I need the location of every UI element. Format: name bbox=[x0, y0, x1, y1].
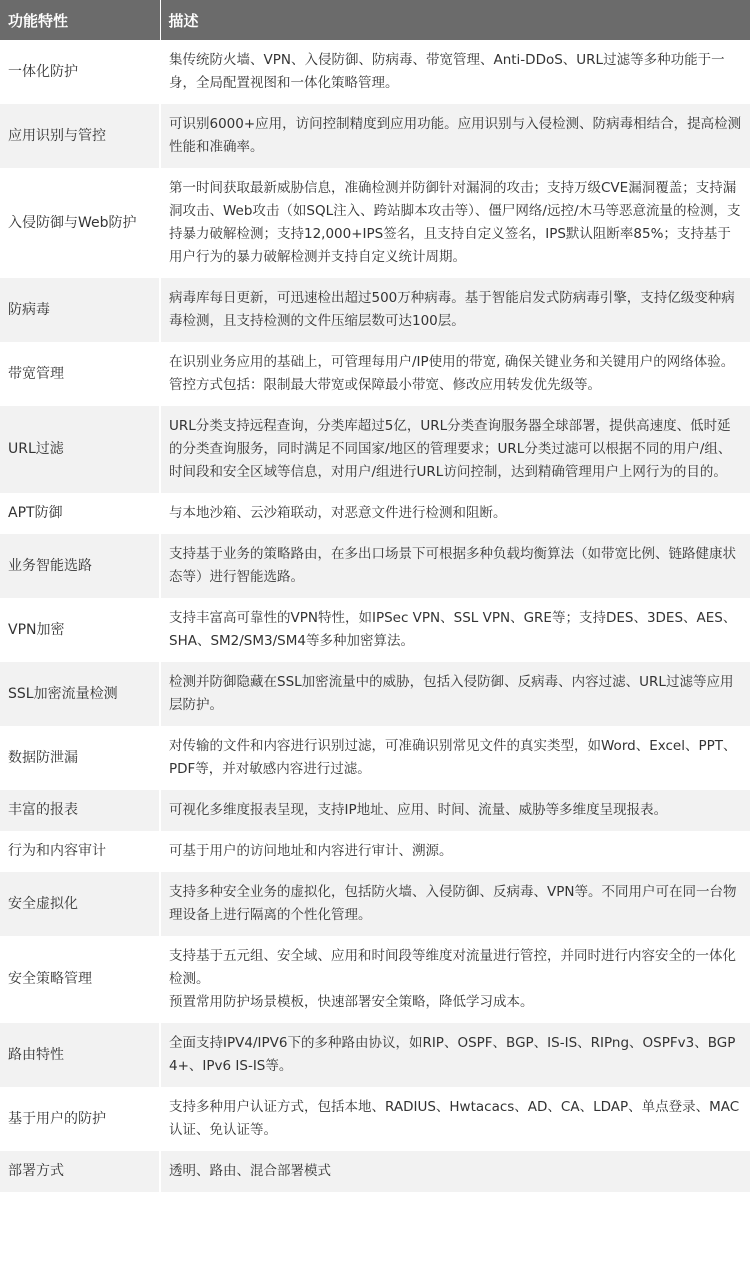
feature-cell: 带宽管理 bbox=[0, 342, 160, 406]
table-row bbox=[0, 168, 750, 278]
header-description: 描述 bbox=[160, 0, 750, 40]
table-row bbox=[0, 598, 750, 662]
description-cell: 支持丰富高可靠性的VPN特性，如IPSec VPN、SSL VPN、GRE等；支持DES、3DES、AES、SHA、SM2/SM3/SM4等多种加密算法。 bbox=[160, 598, 750, 662]
table-row bbox=[0, 406, 750, 493]
feature-cell: 安全虚拟化 bbox=[0, 872, 160, 936]
feature-cell: VPN加密 bbox=[0, 598, 160, 662]
description-cell: 透明、路由、混合部署模式 bbox=[160, 1151, 750, 1192]
header-row bbox=[0, 0, 750, 40]
description-cell: 支持基于五元组、安全域、应用和时间段等维度对流量进行管控，并同时进行内容安全的一体化检测。 预置常用防护场景模板，快速部署安全策略，降低学习成本。 bbox=[160, 936, 750, 1023]
table-row bbox=[0, 1151, 750, 1192]
table-row bbox=[0, 534, 750, 598]
feature-cell: 部署方式 bbox=[0, 1151, 160, 1192]
description-cell: URL分类支持远程查询，分类库超过5亿，URL分类查询服务器全球部署，提供高速度、低时延的分类查询服务，同时满足不同国家/地区的管理要求；URL分类过滤可以根据不同的用户/组、时间段和安全区域等信息，对用户/组进行URL访问控制，达到精确管理用户上网行为的目的。 bbox=[160, 406, 750, 493]
table-row bbox=[0, 1087, 750, 1151]
description-cell: 支持基于业务的策略路由，在多出口场景下可根据多种负载均衡算法（如带宽比例、链路健康状态等）进行智能选路。 bbox=[160, 534, 750, 598]
feature-cell: 路由特性 bbox=[0, 1023, 160, 1087]
feature-cell: URL过滤 bbox=[0, 406, 160, 493]
table-row bbox=[0, 831, 750, 872]
table-row bbox=[0, 790, 750, 831]
description-cell: 集传统防火墙、VPN、入侵防御、防病毒、带宽管理、Anti-DDoS、URL过滤等多种功能于一身，全局配置视图和一体化策略管理。 bbox=[160, 40, 750, 104]
feature-cell: 一体化防护 bbox=[0, 40, 160, 104]
description-cell: 第一时间获取最新威胁信息，准确检测并防御针对漏洞的攻击；支持万级CVE漏洞覆盖；支持漏洞攻击、Web攻击（如SQL注入、跨站脚本攻击等）、僵尸网络/远控/木马等恶意流量的检测，支持暴力破解检测；支持12,000+IPS签名，且支持自定义签名，IPS默认阻断率85%；支持基于用户行为的暴力破解检测并支持自定义统计周期。 bbox=[160, 168, 750, 278]
feature-cell: 数据防泄漏 bbox=[0, 726, 160, 790]
description-cell: 可视化多维度报表呈现，支持IP地址、应用、时间、流量、威胁等多维度呈现报表。 bbox=[160, 790, 750, 831]
table-row bbox=[0, 493, 750, 534]
header-feature: 功能特性 bbox=[0, 0, 160, 40]
feature-cell: 入侵防御与Web防护 bbox=[0, 168, 160, 278]
table-header bbox=[0, 0, 750, 40]
feature-cell: 丰富的报表 bbox=[0, 790, 160, 831]
description-cell: 在识别业务应用的基础上，可管理每用户/IP使用的带宽, 确保关键业务和关键用户的网络体验。管控方式包括：限制最大带宽或保障最小带宽、修改应用转发优先级等。 bbox=[160, 342, 750, 406]
description-cell: 可识别6000+应用，访问控制精度到应用功能。应用识别与入侵检测、防病毒相结合，提高检测性能和准确率。 bbox=[160, 104, 750, 168]
feature-cell: 应用识别与管控 bbox=[0, 104, 160, 168]
feature-cell: 行为和内容审计 bbox=[0, 831, 160, 872]
description-cell: 全面支持IPV4/IPV6下的多种路由协议，如RIP、OSPF、BGP、IS-IS、RIPng、OSPFv3、BGP4+、IPv6 IS-IS等。 bbox=[160, 1023, 750, 1087]
feature-cell: SSL加密流量检测 bbox=[0, 662, 160, 726]
description-cell: 可基于用户的访问地址和内容进行审计、溯源。 bbox=[160, 831, 750, 872]
description-cell: 对传输的文件和内容进行识别过滤，可准确识别常见文件的真实类型，如Word、Excel、PPT、PDF等，并对敏感内容进行过滤。 bbox=[160, 726, 750, 790]
table-row bbox=[0, 936, 750, 1023]
description-cell: 支持多种用户认证方式，包括本地、RADIUS、Hwtacacs、AD、CA、LDAP、单点登录、MAC认证、免认证等。 bbox=[160, 1087, 750, 1151]
feature-cell: 业务智能选路 bbox=[0, 534, 160, 598]
description-cell: 检测并防御隐藏在SSL加密流量中的威胁，包括入侵防御、反病毒、内容过滤、URL过滤等应用层防护。 bbox=[160, 662, 750, 726]
description-cell: 与本地沙箱、云沙箱联动，对恶意文件进行检测和阻断。 bbox=[160, 493, 750, 534]
table-row bbox=[0, 40, 750, 104]
feature-cell: 基于用户的防护 bbox=[0, 1087, 160, 1151]
table-row bbox=[0, 104, 750, 168]
feature-cell: 防病毒 bbox=[0, 278, 160, 342]
feature-cell: 安全策略管理 bbox=[0, 936, 160, 1023]
table-row bbox=[0, 342, 750, 406]
table-row bbox=[0, 278, 750, 342]
table-row bbox=[0, 726, 750, 790]
table-row bbox=[0, 1023, 750, 1087]
description-cell: 支持多种安全业务的虚拟化，包括防火墙、入侵防御、反病毒、VPN等。不同用户可在同一台物理设备上进行隔离的个性化管理。 bbox=[160, 872, 750, 936]
description-cell: 病毒库每日更新，可迅速检出超过500万种病毒。基于智能启发式防病毒引擎，支持亿级变种病毒检测，且支持检测的文件压缩层数可达100层。 bbox=[160, 278, 750, 342]
feature-cell: APT防御 bbox=[0, 493, 160, 534]
table-row bbox=[0, 872, 750, 936]
table-row bbox=[0, 662, 750, 726]
table-body bbox=[0, 40, 750, 1192]
